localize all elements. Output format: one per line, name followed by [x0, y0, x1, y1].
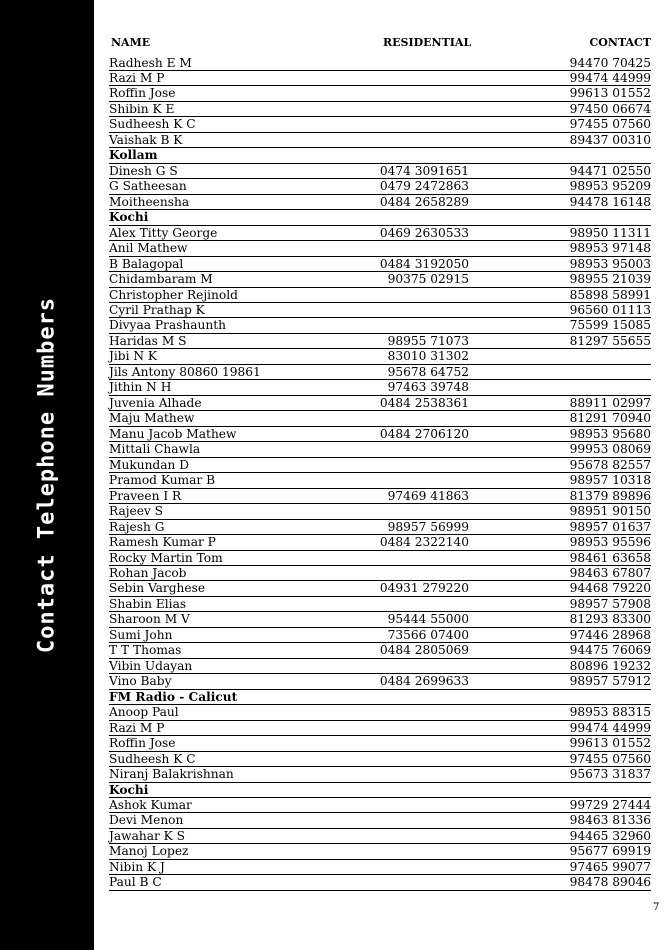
residential-number: 98955 71073: [387, 333, 469, 348]
section-heading-row: [109, 210, 651, 225]
table-row: [109, 164, 651, 179]
contact-number: 96560 01113: [569, 303, 651, 317]
residential-number: 0484 2699633: [379, 674, 469, 689]
table-row: [109, 427, 651, 442]
contact-name: Roffin Jose: [109, 86, 176, 101]
contact-number: 98478 89046: [569, 875, 651, 890]
contact-number: 98953 95596: [569, 535, 651, 550]
contact-number: 99474 44999: [569, 720, 651, 735]
residential-number: 83010 31302: [387, 349, 469, 364]
table-row: [109, 520, 651, 535]
residential-number: 0479 2472863: [379, 179, 469, 194]
contact-name: T T Thomas: [109, 643, 182, 658]
contact-name: Rajeev S: [109, 504, 164, 519]
contact-name: Praveen I R: [109, 488, 182, 503]
table-row: [109, 581, 651, 596]
contact-number: 98951 90150: [569, 504, 651, 519]
contact-name: Roffin Jose: [109, 736, 176, 751]
table-row: [109, 442, 651, 457]
contact-name: Shabin Elias: [109, 596, 187, 611]
contact-number: 94468 79220: [569, 581, 651, 596]
residential-number: 97469 41863: [387, 488, 469, 503]
contact-name: Ramesh Kumar P: [109, 535, 216, 550]
contact-number: 85898 58991: [569, 287, 651, 302]
contact-number: 98953 97148: [569, 241, 651, 256]
table-row: [109, 566, 651, 581]
table-row: [109, 860, 651, 875]
contact-number: 98463 67807: [569, 565, 651, 580]
contact-number: 98953 95680: [569, 426, 651, 441]
contact-number: 99729 27444: [569, 798, 651, 812]
table-row: [109, 396, 651, 411]
section-heading: Kollam: [109, 148, 158, 163]
table-row: [109, 844, 651, 859]
table-row: [109, 489, 651, 504]
contact-name: Vino Baby: [109, 674, 172, 689]
contact-name: Nibin K J: [109, 859, 165, 874]
contact-number: 94475 76069: [569, 643, 651, 658]
section-heading: FM Radio - Calicut: [109, 689, 238, 704]
table-row: [109, 612, 651, 627]
contact-number: 97446 28968: [569, 627, 651, 642]
contact-number: 98957 57908: [569, 596, 651, 611]
contact-number: 80896 19232: [569, 658, 651, 673]
contact-number: 98953 95003: [569, 256, 651, 271]
contact-name: Divyaa Prashaunth: [109, 318, 226, 333]
table-row: [109, 411, 651, 426]
contact-number: 98953 95209: [569, 179, 651, 194]
contact-name: Ashok Kumar: [109, 798, 192, 812]
contact-number: 94471 02550: [569, 163, 651, 178]
table-row: [109, 798, 651, 813]
table-row: [109, 705, 651, 720]
contact-name: Sudheesh K C: [109, 751, 196, 766]
table-row: [109, 674, 651, 689]
contact-name: Anil Mathew: [109, 241, 188, 256]
table-row: [109, 56, 651, 71]
residential-number: 90375 02915: [387, 272, 469, 287]
table-row: [109, 752, 651, 767]
contact-number: 94470 70425: [569, 55, 651, 70]
table-row: [109, 597, 651, 612]
contact-name: Sumi John: [109, 627, 173, 642]
table-row: [109, 334, 651, 349]
contact-name: Paul B C: [109, 875, 162, 890]
contact-number: 81379 89896: [569, 488, 651, 503]
contact-name: G Satheesan: [109, 179, 187, 194]
residential-number: 98957 56999: [387, 519, 469, 534]
contact-name: Jibi N K: [109, 349, 158, 364]
contact-number: 95677 69919: [569, 844, 651, 859]
residential-number: 0484 2658289: [379, 194, 469, 209]
table-row: [109, 721, 651, 736]
contact-number: 98957 01637: [569, 519, 651, 534]
table-row: [109, 380, 651, 395]
contact-number: 98957 57912: [569, 674, 651, 689]
sidebar-title: Contact Telephone Numbers: [34, 296, 60, 654]
table-row: [109, 241, 651, 256]
header-name: NAME: [111, 36, 151, 49]
table-row: [109, 226, 651, 241]
contact-number: 97450 06674: [569, 101, 651, 116]
contact-name: Shibin K E: [109, 101, 175, 116]
header-contact: CONTACT: [589, 36, 651, 49]
contact-number: 99953 08069: [569, 442, 651, 457]
contact-number: 81293 83300: [569, 612, 651, 627]
page-mark: 7: [653, 902, 660, 913]
table-row: [109, 875, 651, 890]
contact-name: Razi M P: [109, 70, 165, 85]
contact-name: Mittali Chawla: [109, 442, 201, 457]
contact-table: [109, 56, 651, 891]
table-row: [109, 628, 651, 643]
contact-number: 98461 63658: [569, 550, 651, 565]
residential-number: 0484 2706120: [379, 426, 469, 441]
contact-number: 98953 88315: [569, 705, 651, 720]
contact-name: Manu Jacob Mathew: [109, 426, 237, 441]
contact-name: Vibin Udayan: [109, 658, 193, 673]
contact-number: 95678 82557: [569, 457, 651, 472]
table-header: [109, 36, 651, 50]
contact-number: 94465 32960: [569, 828, 651, 843]
contact-number: 97455 07560: [569, 117, 651, 132]
contact-number: 95673 31837: [569, 767, 651, 782]
contact-name: Jawahar K S: [109, 828, 185, 843]
contact-number: 98955 21039: [569, 272, 651, 287]
contact-name: Maju Mathew: [109, 411, 195, 426]
contact-name: Radhesh E M: [109, 55, 192, 70]
contact-number: 97465 99077: [569, 859, 651, 874]
table-row: [109, 272, 651, 287]
residential-number: 0484 2805069: [379, 643, 469, 658]
contact-name: Chidambaram M: [109, 272, 213, 287]
table-row: [109, 535, 651, 550]
table-row: [109, 736, 651, 751]
contact-name: B Balagopal: [109, 256, 184, 271]
contact-number: 88911 02997: [569, 395, 651, 410]
table-row: [109, 133, 651, 148]
contact-name: Alex Titty George: [109, 225, 218, 240]
residential-number: 97463 39748: [387, 380, 469, 395]
contact-name: Vaishak B K: [109, 132, 183, 147]
contact-name: Jils Antony 80860 19861: [109, 364, 261, 379]
contact-number: 99613 01552: [569, 86, 651, 101]
table-row: [109, 86, 651, 101]
contact-name: Mukundan D: [109, 457, 189, 472]
table-row: [109, 659, 651, 674]
table-row: [109, 551, 651, 566]
contact-name: Sharoon M V: [109, 612, 190, 627]
residential-number: 0474 3091651: [379, 163, 469, 178]
table-row: [109, 117, 651, 132]
contact-name: Sudheesh K C: [109, 117, 196, 132]
table-row: [109, 767, 651, 782]
contact-name: Rohan Jacob: [109, 565, 187, 580]
contact-name: Haridas M S: [109, 333, 187, 348]
contact-name: Pramod Kumar B: [109, 473, 216, 488]
section-heading-row: [109, 783, 651, 798]
table-row: [109, 829, 651, 844]
contact-name: Niranj Balakrishnan: [109, 767, 234, 782]
table-row: [109, 365, 651, 380]
table-row: [109, 303, 651, 318]
contact-name: Devi Menon: [109, 813, 184, 828]
contact-name: Razi M P: [109, 720, 165, 735]
contact-name: Jithin N H: [109, 380, 172, 395]
contact-number: 99613 01552: [569, 736, 651, 751]
contact-number: 94478 16148: [569, 194, 651, 209]
section-heading: Kochi: [109, 782, 149, 797]
section-heading: Kochi: [109, 210, 149, 225]
table-row: [109, 179, 651, 194]
contact-number: 99474 44999: [569, 70, 651, 85]
contact-number: 89437 00310: [569, 132, 651, 147]
contact-name: Cyril Prathap K: [109, 303, 205, 317]
contact-name: Anoop Paul: [109, 705, 179, 720]
header-residential: RESIDENTIAL: [383, 36, 472, 49]
table-row: [109, 473, 651, 488]
residential-number: 0484 2538361: [379, 395, 469, 410]
table-row: [109, 195, 651, 210]
residential-number: 95678 64752: [387, 364, 469, 379]
table-row: [109, 71, 651, 86]
residential-number: 0469 2630533: [379, 225, 469, 240]
residential-number: 04931 279220: [379, 581, 469, 596]
residential-number: 73566 07400: [387, 627, 469, 642]
contact-name: Christopher Rejinold: [109, 287, 238, 302]
contact-number: 81291 70940: [569, 411, 651, 426]
contact-name: Manoj Lopez: [109, 844, 189, 859]
contact-name: Moitheensha: [109, 194, 190, 209]
residential-number: 0484 3192050: [379, 256, 469, 271]
contact-number: 97455 07560: [569, 751, 651, 766]
table-row: [109, 288, 651, 303]
contact-name: Sebin Varghese: [109, 581, 206, 596]
contact-number: 98463 81336: [569, 813, 651, 828]
table-row: [109, 318, 651, 333]
contact-name: Rocky Martin Tom: [109, 550, 223, 565]
contact-name: Dinesh G S: [109, 163, 178, 178]
contact-number: 98957 10318: [569, 473, 651, 488]
residential-number: 0484 2322140: [379, 535, 469, 550]
table-row: [109, 458, 651, 473]
residential-number: 95444 55000: [387, 612, 469, 627]
table-row: [109, 349, 651, 364]
table-row: [109, 813, 651, 828]
contact-number: 98950 11311: [569, 225, 651, 240]
contact-number: 81297 55655: [569, 333, 651, 348]
contact-name: Juvenia Alhade: [109, 395, 202, 410]
section-heading-row: [109, 690, 651, 705]
sidebar: [0, 0, 94, 950]
section-heading-row: [109, 148, 651, 163]
contact-name: Rajesh G: [109, 519, 165, 534]
contact-number: 75599 15085: [569, 318, 651, 333]
table-row: [109, 504, 651, 519]
table-row: [109, 102, 651, 117]
table-row: [109, 257, 651, 272]
table-row: [109, 643, 651, 658]
